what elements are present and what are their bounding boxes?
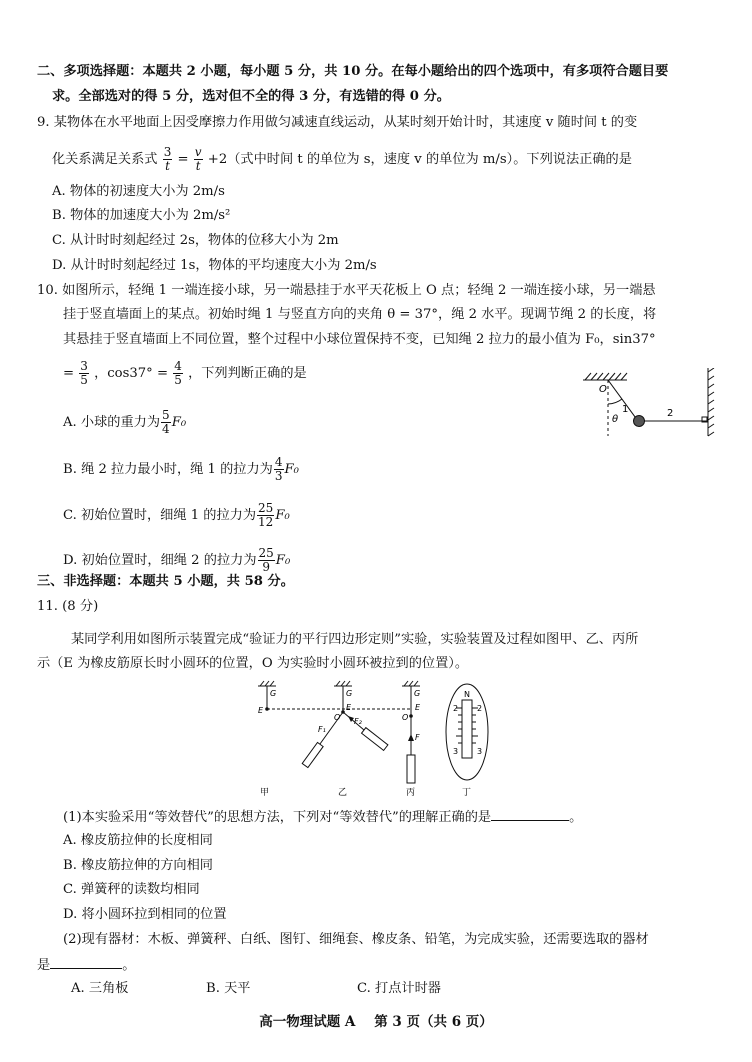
scale-left-3: 3 <box>453 747 459 756</box>
label-f: F <box>415 733 420 742</box>
q11-sub2-option-b: B. 天平 <box>206 981 251 996</box>
q9-option-b: B. 物体的加速度大小为 2m/s² <box>52 208 231 223</box>
theta-arc <box>608 399 622 404</box>
label-n: N <box>464 690 470 699</box>
q10-stem-line3: 其悬挂于竖直墙面上不同位置，整个过程中小球位置保持不变，已知绳 2 拉力的最小值为 F₀，sin37° <box>63 332 656 347</box>
q11-sub2-option-a: A. 三角板 <box>71 981 129 996</box>
label-e-bing: E <box>415 703 421 712</box>
caption-bing: 丙 <box>406 788 416 798</box>
label-g-jia: G <box>270 689 277 698</box>
q9-stem-line2: 化关系满足关系式 $\frac{3}{t}$ = $\frac{v}{t}$ +2（式中时间 t 的单位为 s，速度 v 的单位为 m/s）。下列说法正确的是 <box>52 145 632 173</box>
scale-right-2: 2 <box>477 704 483 713</box>
section-2-heading-line1: 二、多项选择题：本题共 2 小题，每小题 5 分，共 10 分。在每小题给出的四个选项中，有多项符合题目要 <box>37 64 669 79</box>
label-o: O <box>599 384 607 395</box>
q10-stem-line1: 10. 如图所示，轻绳 1 一端连接小球，另一端悬挂于水平天花板上 O 点；轻绳 2 一端连接小球，另一端悬 <box>37 283 656 298</box>
q10-stem-line4: = $\frac{3}{5}$ ，cos37° = $\frac{4}{5}$ ，下列判断正确的是 <box>63 359 307 387</box>
q11-sub2-answer-blank <box>50 956 122 969</box>
q11-sub1-option-b: B. 橡皮筋拉伸的方向相同 <box>63 858 213 873</box>
q11-sub1: (1)本实验采用“等效替代”的思想方法，下列对“等效替代”的理解正确的是 。 <box>63 810 583 825</box>
label-e-yi: E <box>346 703 352 712</box>
q9-option-c: C. 从计时时刻起经过 2s，物体的位移大小为 2m <box>52 233 339 248</box>
footer-page-number: 第 3 页（共 6 页） <box>374 1014 493 1030</box>
q10-figure <box>575 368 725 440</box>
q11-sub2-line2: 是 。 <box>37 958 136 973</box>
page-footer <box>0 1010 752 1030</box>
scale-left-2: 2 <box>453 704 459 713</box>
caption-jia: 甲 <box>260 788 270 798</box>
ball <box>634 416 645 427</box>
section-2-heading-line2: 求。全部选对的得 5 分，选对但不全的得 3 分，有选错的得 0 分。 <box>52 89 450 104</box>
q11-header: 11. (8 分) <box>37 599 99 614</box>
label-rope-2: 2 <box>667 408 674 419</box>
caption-yi: 乙 <box>338 788 348 798</box>
q10-stem-line2: 挂于竖直墙面上的某点。初始时绳 1 与竖直方向的夹角 θ = 37°，绳 2 水平。现调节绳 2 的长度，将 <box>63 307 657 322</box>
q11-paragraph-line2: 示（E 为橡皮筋原长时小圆环的位置，O 为实验时小圆环被拉到的位置）。 <box>37 656 469 671</box>
label-e-jia: E <box>258 706 264 715</box>
caption-ding: 丁 <box>462 788 472 798</box>
q9-stem-line1: 9. 某物体在水平地面上因受摩擦力作用做匀减速直线运动，从某时刻开始计时，其速度 v 随时间 t 的变 <box>37 115 638 130</box>
footer-title: 高一物理试题 A <box>259 1014 356 1030</box>
scale-right-3: 3 <box>477 747 483 756</box>
q11-paragraph-line1: 某同学利用如图所示装置完成“验证力的平行四边形定则”实验，实验装置及过程如图甲、乙、丙所 <box>71 632 639 647</box>
q11-sub1-option-c: C. 弹簧秤的读数均相同 <box>63 882 200 897</box>
q11-figure <box>252 680 492 800</box>
section-3-heading: 三、非选择题：本题共 5 小题，共 58 分。 <box>37 574 294 589</box>
label-rope-1: 1 <box>622 404 629 415</box>
q11-sub2-line1: (2)现有器材：木板、弹簧秤、白纸、图钉、细绳套、橡皮条、铅笔，为完成实验，还需要选取的器材 <box>63 932 649 947</box>
q10-option-c: C. 初始位置时，细绳 1 的拉力为 $\frac{25}{12}$ F₀ <box>63 501 290 529</box>
q11-sub1-option-d: D. 将小圆环拉到相同的位置 <box>63 907 227 922</box>
label-g-bing: G <box>414 689 421 698</box>
q11-sub2-option-c: C. 打点计时器 <box>357 981 441 996</box>
q11-sub1-answer-blank <box>491 808 569 821</box>
q9-option-a: A. 物体的初速度大小为 2m/s <box>52 184 225 199</box>
label-o-yi: O <box>334 713 341 722</box>
label-o-bing: O <box>402 713 409 722</box>
label-theta: θ <box>612 414 619 425</box>
q10-option-b: B. 绳 2 拉力最小时，绳 1 的拉力为 $\frac{4}{3}$ F₀ <box>63 455 299 483</box>
label-f2: F₂ <box>354 717 362 726</box>
q10-option-a: A. 小球的重力为 $\frac{5}{4}$ F₀ <box>63 408 187 436</box>
q10-option-d: D. 初始位置时，细绳 2 的拉力为 $\frac{25}{9}$ F₀ <box>63 546 291 574</box>
q9-option-d: D. 从计时时刻起经过 1s，物体的平均速度大小为 2m/s <box>52 258 377 273</box>
scale-body <box>462 700 472 758</box>
q11-sub1-option-a: A. 橡皮筋拉伸的长度相同 <box>63 833 213 848</box>
label-g-yi: G <box>346 689 353 698</box>
label-f1: F₁ <box>318 725 326 734</box>
q9-fraction-v-over-t: $\frac{v}{t}$ <box>194 145 202 173</box>
q9-fraction-3-over-t: $\frac{3}{t}$ <box>163 145 172 173</box>
